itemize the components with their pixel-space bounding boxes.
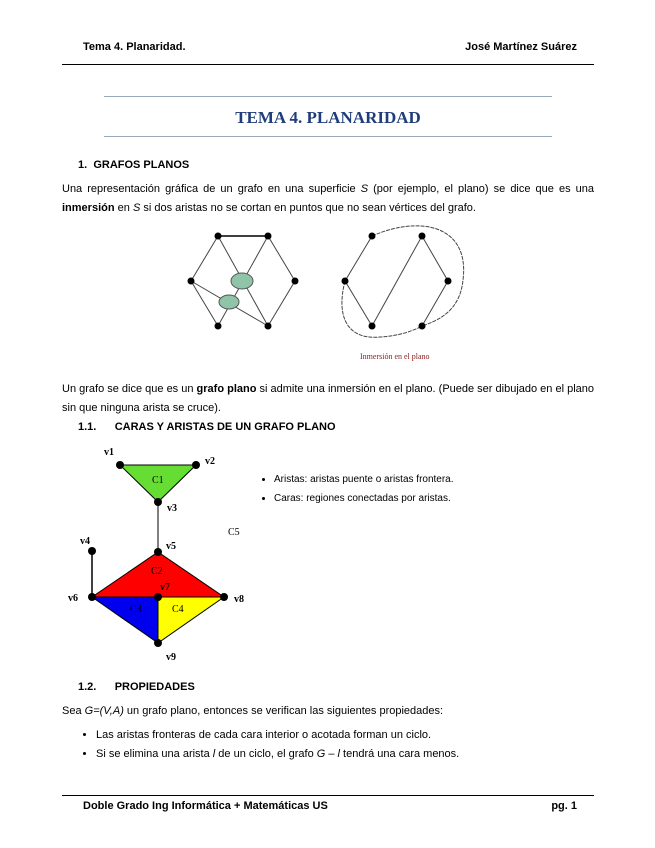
- vertex-label: v7: [160, 582, 170, 593]
- vertex-label: v3: [167, 503, 177, 514]
- face-c4: [158, 597, 224, 643]
- crossing-marker: [219, 295, 239, 309]
- section-title: GRAFOS PLANOS: [93, 159, 190, 171]
- face-c3: [92, 597, 158, 643]
- crossing-marker: [231, 273, 253, 289]
- vertex-label: v5: [166, 541, 176, 552]
- section-number: 1.: [78, 159, 88, 171]
- header-left: Tema 4. Planaridad.: [83, 41, 186, 53]
- property-item: • Si se elimina una arista l de un ciclo, el grafo G – l tendrá una cara menos.: [96, 745, 459, 764]
- face-label: C2: [151, 566, 163, 577]
- face-label: C3: [130, 604, 142, 615]
- footer-rule: [62, 795, 594, 796]
- section-1-2-heading: 1.2. PROPIEDADES: [78, 681, 195, 693]
- vertex-label: v8: [234, 594, 244, 605]
- vertex-label: v2: [205, 456, 215, 467]
- properties-list: [78, 726, 459, 764]
- face-label: C4: [172, 604, 184, 615]
- page-title: TEMA 4. PLANARIDAD: [235, 108, 421, 127]
- vertex-label: v1: [104, 447, 114, 458]
- face-label: C5: [228, 527, 240, 538]
- bullet-item: • Aristas: aristas puente o aristas frontera.: [274, 470, 454, 489]
- faces-bullets: [256, 470, 454, 508]
- section-1-1-heading: 1.1. CARAS Y ARISTAS DE UN GRAFO PLANO: [78, 421, 336, 433]
- footer-left: Doble Grado Ing Informática + Matemáticas US: [83, 800, 328, 812]
- paragraph-inmersion: Una representación gráfica de un grafo en una superficie S (por ejemplo, el plano) se dice que es una inmersión en S si dos aristas no se cortan en puntos que no sean vértices del grafo.: [62, 183, 594, 214]
- vertex-label: v9: [166, 652, 176, 663]
- header-right: José Martínez Suárez: [465, 41, 577, 53]
- face-label: C1: [152, 475, 164, 486]
- nonplanar-drawing: [191, 236, 295, 326]
- vertex-label: v6: [68, 593, 78, 604]
- figure-caption: Inmersión en el plano: [360, 352, 430, 361]
- paragraph-grafo-plano: Un grafo se dice que es un grafo plano si admite una inmersión en el plano. (Puede ser dibujado en el plano sin que ninguna arista se cruce).: [62, 383, 594, 414]
- bullet-item: • Caras: regiones conectadas por aristas.: [274, 489, 454, 508]
- vertex-label: v4: [80, 536, 90, 547]
- page-number: pg. 1: [551, 800, 577, 812]
- properties-intro: Sea G=(V,A) un grafo plano, entonces se verifican las siguientes propiedades:: [62, 705, 444, 717]
- property-item: • Las aristas fronteras de cada cara interior o acotada forman un ciclo.: [96, 726, 459, 745]
